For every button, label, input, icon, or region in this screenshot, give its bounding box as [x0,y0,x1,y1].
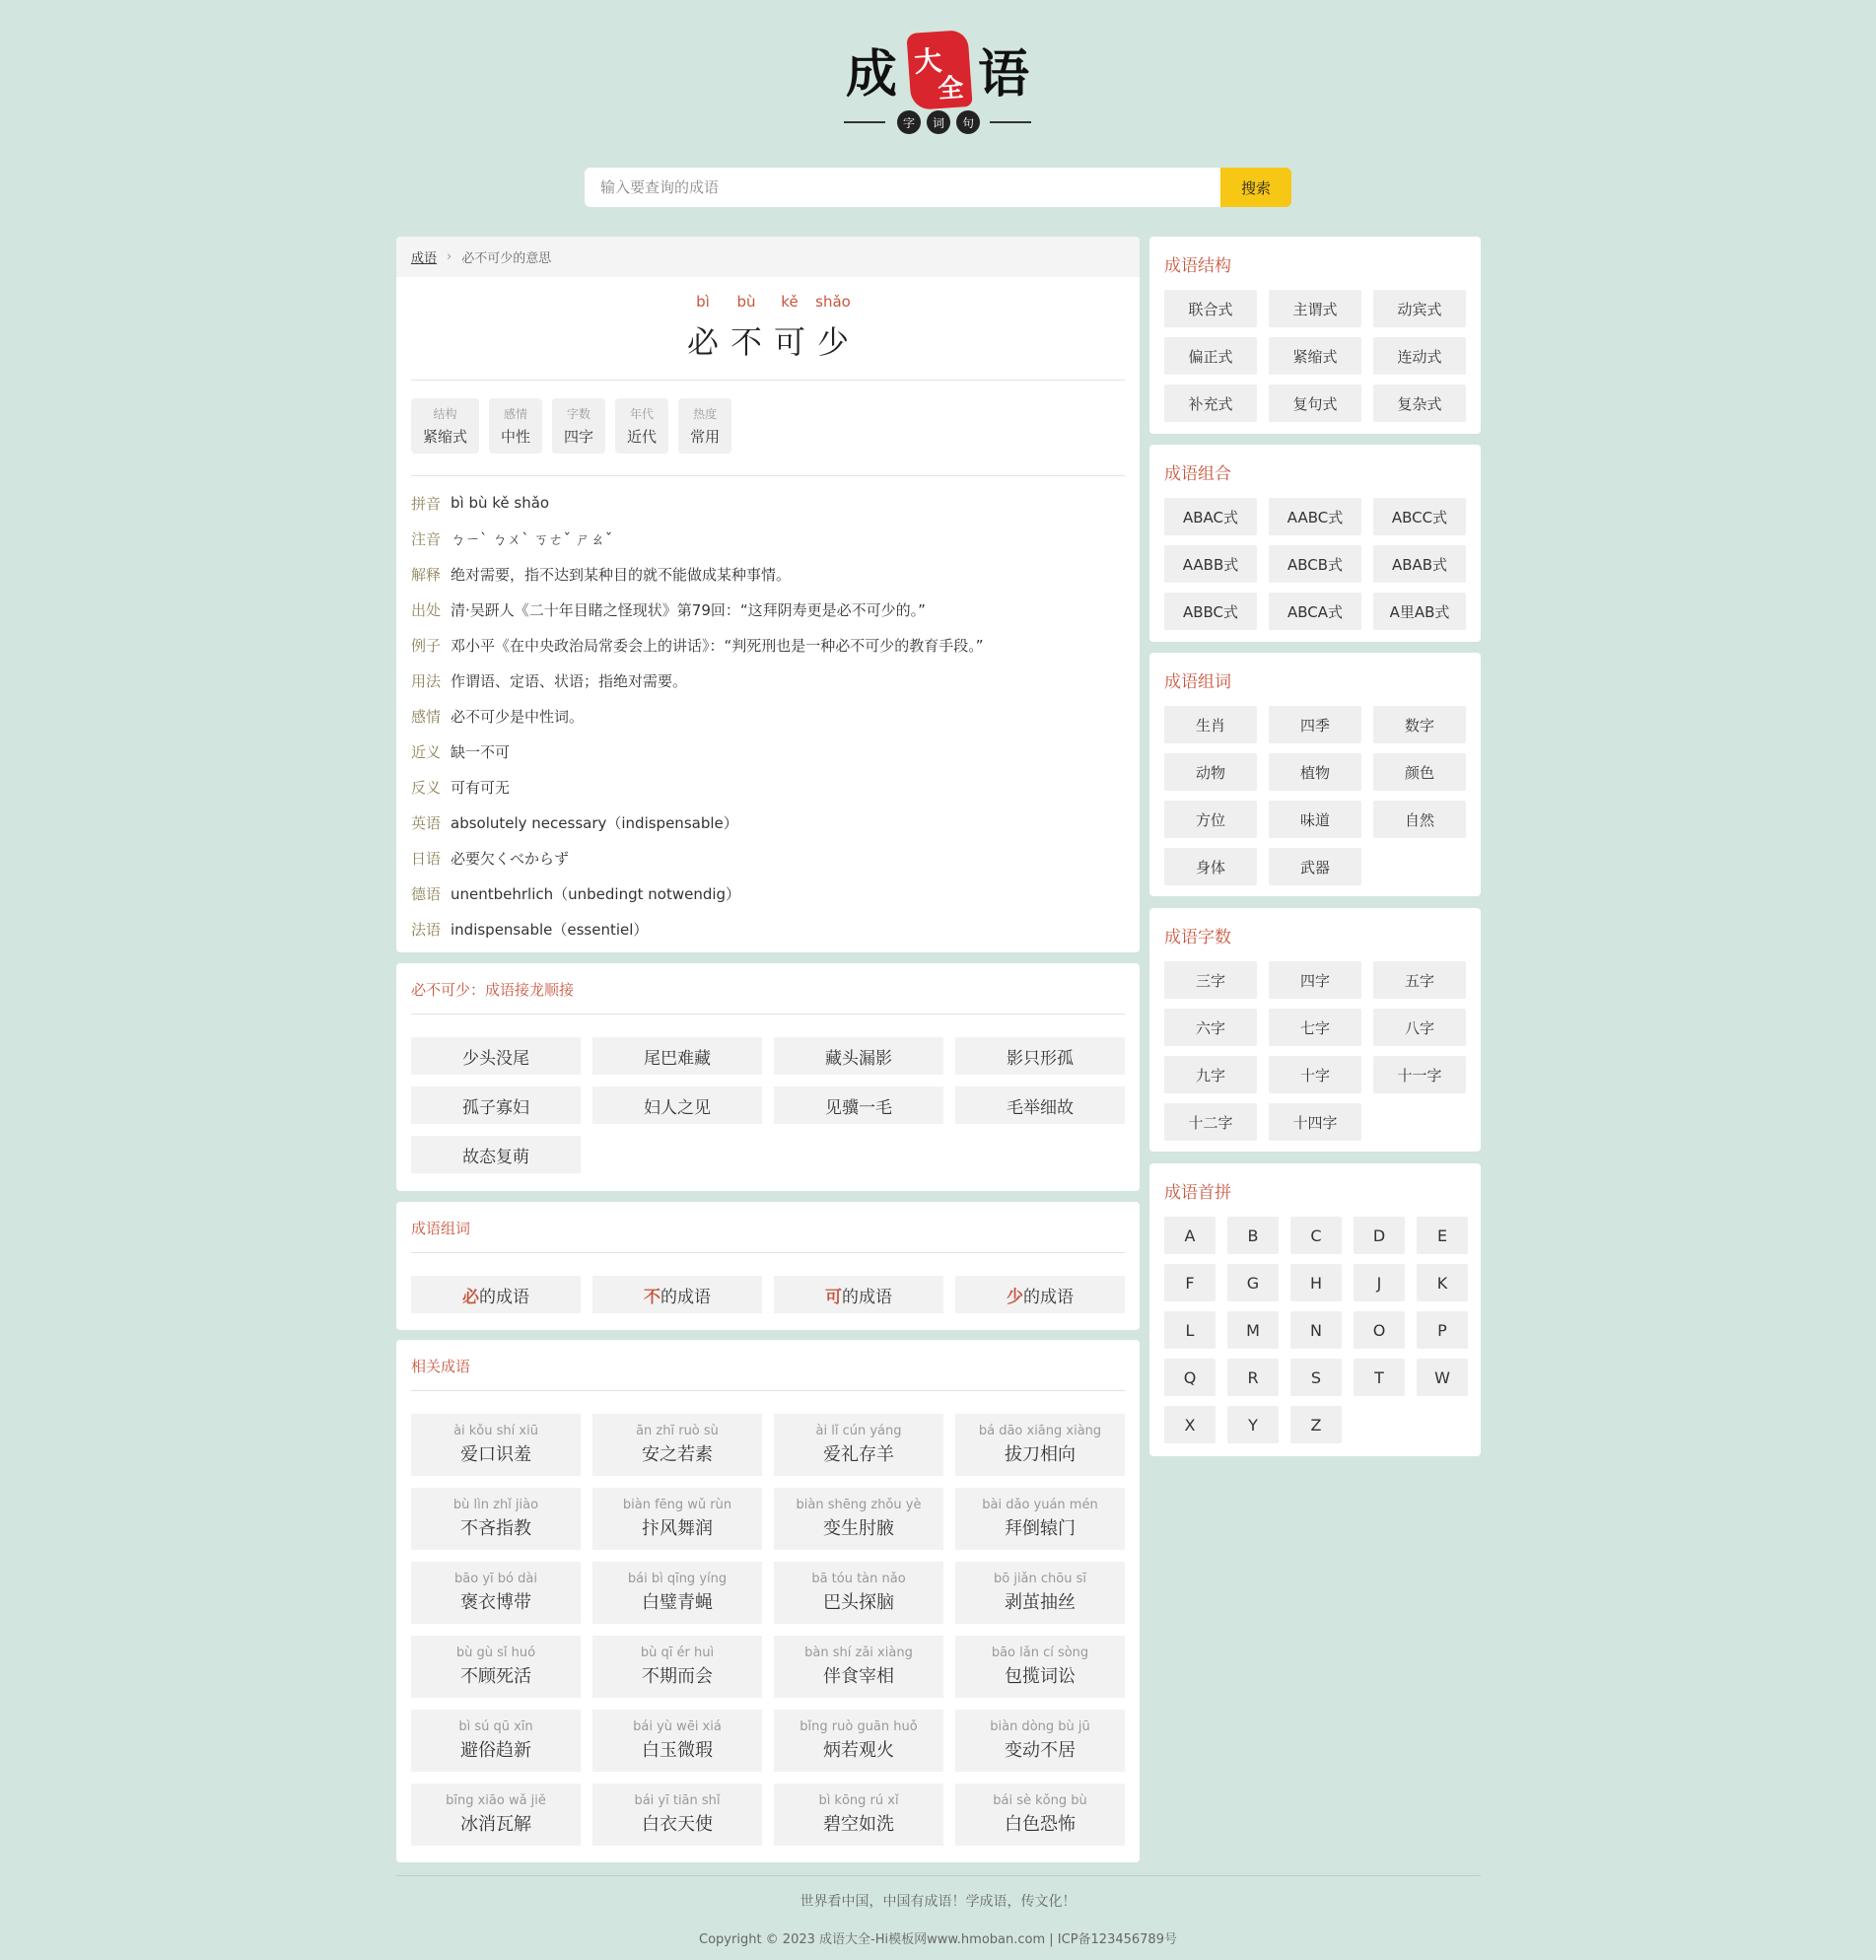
word-group-link[interactable]: 味道 [1269,801,1361,838]
idiom-link[interactable]: 妇人之见 [592,1086,762,1124]
info-value: 清·吴趼人《二十年目睹之怪现状》第79回：“这拜阴寿更是必不可少的。” [451,600,926,619]
related-idiom-link[interactable] [955,1710,1125,1772]
info-row-japanese [411,840,1125,875]
initial-letter-link[interactable]: H [1290,1264,1342,1301]
info-value: 邓小平《在中央政治局常委会上的讲话》：“判死刑也是一种必不可少的教育手段。” [451,636,984,655]
related-idiom-link[interactable] [411,1488,581,1550]
sidebar-title: 成语结构 [1164,256,1231,276]
logo-char-1: 成 [846,44,898,105]
char-count-link[interactable]: 六字 [1164,1009,1257,1046]
logo-seal-char-2: 全 [937,73,965,105]
tag-key: 结构 [433,407,457,421]
info-value: 绝对需要，指不达到某种目的就不能做成某种事情。 [451,565,792,584]
info-row-pinyin [411,485,1125,521]
info-label: 日语 [411,849,442,868]
logo-sub-char: 字 [897,110,921,134]
divider [411,380,1125,381]
related-idiom-pinyin: biàn fēng wǔ rùn [622,1498,732,1512]
sidebar-title: 成语字数 [1164,928,1231,947]
info-value: absolutely necessary（indispensable） [451,813,738,832]
info-value[interactable]: 可有可无 [451,778,511,797]
info-row-synonym [411,734,1125,769]
related-idiom-link[interactable] [955,1414,1125,1476]
initial-letter-link[interactable]: X [1164,1406,1216,1443]
info-label: 法语 [411,920,442,939]
word-group-link[interactable]: 身体 [1164,848,1257,885]
combo-link[interactable]: ABBC式 [1164,593,1257,630]
structure-link[interactable]: 复杂式 [1373,385,1466,422]
info-value[interactable]: 缺一不可 [451,742,511,761]
idiom-link[interactable]: 影只形孤 [955,1037,1125,1075]
related-idiom-link[interactable] [955,1488,1125,1550]
related-idiom-word: 巴头探脑 [823,1592,894,1613]
related-idiom-link[interactable] [774,1414,943,1476]
related-idiom-link[interactable] [955,1784,1125,1846]
related-idiom-word: 不顾死活 [460,1666,531,1687]
char-idioms-link[interactable] [411,1276,581,1313]
footer-copyright: Copyright © 2023 成语大全-Hi模板网www.hmoban.com | ICP备123456789号 [699,1932,1177,1947]
info-row-english [411,805,1125,840]
info-value: bì bù kě shǎo [451,494,550,512]
initial-letter-link[interactable]: R [1227,1359,1279,1396]
initial-letter-link[interactable]: A [1164,1217,1216,1254]
related-idiom-link[interactable] [774,1784,943,1846]
info-row-example [411,627,1125,663]
idiom-link[interactable]: 孤子寡妇 [411,1086,581,1124]
char-count-link[interactable]: 七字 [1269,1009,1361,1046]
related-idiom-word: 变生肘腋 [823,1518,894,1539]
tag-era [615,398,668,454]
related-idiom-pinyin: ài kǒu shí xiū [453,1424,538,1438]
structure-link[interactable]: 紧缩式 [1269,337,1361,375]
related-idiom-link[interactable] [592,1784,762,1846]
info-label: 德语 [411,884,442,903]
info-label: 用法 [411,671,442,690]
idiom-char: 不 [730,323,762,361]
word-group-link[interactable]: 颜色 [1373,753,1466,791]
initial-letter-link[interactable]: M [1227,1311,1279,1349]
section-title: 必不可少：成语接龙顺接 [411,981,575,999]
sidebar-structure-card [1149,237,1481,434]
related-idiom-link[interactable] [955,1562,1125,1624]
combo-link[interactable]: A里AB式 [1373,593,1466,630]
related-idiom-pinyin: bù qī ér huì [640,1645,715,1660]
related-idiom-word: 伴食宰相 [823,1666,894,1687]
tag-value: 四字 [564,428,594,446]
related-idiom-word: 不期而会 [642,1666,713,1687]
footer-slogan: 世界看中国，中国有成语！学成语，传文化！ [799,1894,1077,1910]
info-label: 例子 [411,636,442,655]
link-text: 的成语 [660,1287,711,1307]
pinyin-syllable: kě [781,293,799,311]
char-count-link[interactable]: 四字 [1269,961,1361,999]
initial-letter-link[interactable]: W [1417,1359,1468,1396]
initial-letter-link[interactable]: K [1417,1264,1468,1301]
breadcrumb-home-link[interactable]: 成语 [411,251,438,266]
logo-sub-char: 句 [956,110,980,134]
related-idiom-pinyin: ān zhī ruò sù [636,1424,719,1438]
footer-divider [396,1875,1481,1876]
related-idiom-pinyin: bái yī tiān shǐ [634,1793,721,1808]
related-idiom-pinyin: biàn shēng zhǒu yè [796,1498,922,1512]
sidebar-words-card [1149,653,1481,896]
related-idiom-link[interactable] [592,1414,762,1476]
tag-key: 热度 [693,407,718,421]
idiom-link[interactable]: 尾巴难藏 [592,1037,762,1075]
initial-letter-link[interactable]: B [1227,1217,1279,1254]
char-count-link[interactable]: 八字 [1373,1009,1466,1046]
idiom-char: 必 [686,323,719,361]
related-idiom-word: 冰消瓦解 [460,1814,531,1835]
initial-letter-link[interactable]: L [1164,1311,1216,1349]
idiom-link[interactable]: 少头没尾 [411,1037,581,1075]
related-idiom-pinyin: bǐng ruò guān huǒ [799,1719,918,1734]
char-idioms-card [396,1202,1140,1330]
pinyin-syllable: bù [736,293,756,311]
tag-value: 近代 [627,428,658,446]
divider [411,475,1125,476]
related-idiom-word: 抃风舞润 [642,1518,713,1539]
info-row-source [411,592,1125,627]
tag-key: 字数 [567,407,591,421]
related-idiom-link[interactable] [955,1636,1125,1698]
related-idiom-link[interactable] [411,1636,581,1698]
related-idiom-pinyin: bàn shí zǎi xiàng [804,1645,913,1660]
structure-link[interactable]: 连动式 [1373,337,1466,375]
structure-link[interactable]: 偏正式 [1164,337,1257,375]
related-idiom-word: 褒衣博带 [460,1592,531,1613]
char-idioms-link[interactable] [955,1276,1125,1313]
info-row-antonym [411,769,1125,805]
combo-link[interactable]: ABCB式 [1269,545,1361,583]
logo-sub-char: 词 [927,110,950,134]
initial-letter-grid [1164,1217,1468,1443]
related-idiom-link[interactable] [411,1784,581,1846]
breadcrumb-separator-icon: › [447,249,452,264]
info-label: 感情 [411,707,442,726]
info-label: 拼音 [411,494,442,513]
info-label: 反义 [411,778,442,797]
related-idiom-pinyin: ài lǐ cún yáng [815,1424,902,1438]
logo-char-2: 语 [978,44,1030,105]
structure-link[interactable]: 联合式 [1164,290,1257,327]
related-idiom-word: 碧空如洗 [823,1814,894,1835]
initial-letter-link[interactable]: Y [1227,1406,1279,1443]
highlight-char: 少 [1007,1287,1023,1307]
sidebar-title: 成语首拼 [1164,1183,1231,1203]
idiom-info-list [411,485,1125,946]
tag-structure [411,398,479,454]
tag-length [552,398,605,454]
logo-subtitle [897,110,980,134]
related-idioms-grid [411,1414,1125,1857]
related-idiom-word: 白璧青蝇 [642,1592,713,1613]
combo-link[interactable]: ABCC式 [1373,498,1466,535]
search-bar [585,168,1291,207]
initial-letter-link[interactable]: T [1354,1359,1405,1396]
info-value: 作谓语、定语、状语；指绝对需要。 [451,671,688,690]
related-idiom-pinyin: biàn dòng bù jū [990,1719,1090,1734]
info-label: 注音 [411,529,442,548]
idiom-chain-card [396,963,1140,1191]
related-idiom-pinyin: bāo yī bó dài [454,1572,537,1586]
sidebar-initial-card [1149,1163,1481,1456]
breadcrumb-current: 必不可少的意思 [461,251,552,266]
initial-letter-link[interactable]: S [1290,1359,1342,1396]
info-value: 必不可少是中性词。 [451,707,585,726]
info-value: ㄅㄧˋ ㄅㄨˋ ㄎㄜˇ ㄕㄠˇ [451,529,613,548]
related-idiom-link[interactable] [411,1414,581,1476]
char-count-link[interactable]: 十二字 [1164,1103,1257,1141]
related-idiom-link[interactable] [411,1562,581,1624]
divider [411,1014,1125,1015]
word-group-grid [1164,706,1466,885]
related-idiom-pinyin: bá dāo xiāng xiàng [978,1424,1102,1438]
pinyin-syllable: bì [696,293,710,311]
combo-link[interactable]: ABAB式 [1373,545,1466,583]
char-count-link[interactable]: 十字 [1269,1056,1361,1093]
divider [411,1252,1125,1253]
initial-letter-link[interactable]: P [1417,1311,1468,1349]
logo-seal [906,30,972,110]
related-idiom-link[interactable] [774,1710,943,1772]
related-idiom-link[interactable] [774,1636,943,1698]
related-idiom-pinyin: bái bì qīng yíng [627,1572,728,1586]
related-idiom-word: 白衣天使 [642,1814,713,1835]
related-idiom-word: 变动不居 [1005,1740,1076,1761]
word-group-link[interactable]: 数字 [1373,706,1466,743]
related-idiom-pinyin: bì kōng rú xǐ [818,1793,899,1808]
initial-letter-link[interactable]: D [1354,1217,1405,1254]
combo-grid [1164,498,1466,630]
tag-emotion [489,398,542,454]
char-count-grid [1164,961,1466,1141]
combo-link[interactable]: AABC式 [1269,498,1361,535]
related-idiom-word: 剥茧抽丝 [1005,1592,1076,1613]
related-idiom-pinyin: bái yù wēi xiá [633,1719,722,1734]
info-label: 解释 [411,565,442,584]
related-idiom-word: 白色恐怖 [1005,1814,1076,1835]
char-idioms-link[interactable] [592,1276,762,1313]
initial-letter-link[interactable]: E [1417,1217,1468,1254]
highlight-char: 必 [462,1287,479,1307]
info-row-usage [411,663,1125,698]
related-idiom-word: 避俗趋新 [460,1740,531,1761]
word-group-link[interactable]: 动物 [1164,753,1257,791]
char-idioms-link[interactable] [774,1276,943,1313]
idiom-link[interactable]: 见骥一毛 [774,1086,943,1124]
related-idiom-pinyin: bō jiǎn chōu sī [994,1572,1086,1586]
idiom-detail-card [396,237,1140,952]
link-text: 的成语 [1023,1287,1074,1307]
idiom-char: 可 [773,323,805,361]
related-idiom-link[interactable] [592,1710,762,1772]
structure-link[interactable]: 复句式 [1269,385,1361,422]
related-idiom-pinyin: bīng xiāo wǎ jiě [446,1793,546,1808]
tag-key: 感情 [504,407,528,421]
related-idiom-word: 拜倒辕门 [1005,1518,1076,1539]
related-idiom-link[interactable] [592,1562,762,1624]
related-idiom-word: 爱礼存羊 [823,1444,894,1465]
word-group-link[interactable]: 自然 [1373,801,1466,838]
info-row-meaning [411,556,1125,592]
search-input[interactable] [585,168,1220,207]
related-idiom-pinyin: bā tóu tàn nǎo [811,1572,906,1586]
info-value: 必要欠くべからず [451,849,570,868]
info-value: indispensable（essentiel） [451,920,649,939]
char-count-link[interactable]: 十四字 [1269,1103,1361,1141]
word-group-link[interactable]: 植物 [1269,753,1361,791]
word-group-link[interactable]: 武器 [1269,848,1361,885]
sidebar-count-card [1149,908,1481,1152]
char-count-link[interactable]: 九字 [1164,1056,1257,1093]
idiom-tags [411,398,731,454]
combo-link[interactable]: ABAC式 [1164,498,1257,535]
char-idioms-grid [411,1276,1125,1313]
char-count-link[interactable]: 三字 [1164,961,1257,999]
initial-letter-link[interactable]: C [1290,1217,1342,1254]
related-idiom-pinyin: bù gù sǐ huó [455,1645,536,1660]
highlight-char: 不 [644,1287,660,1307]
idiom-pinyin [396,293,1140,311]
info-row-french [411,911,1125,946]
word-group-link[interactable]: 方位 [1164,801,1257,838]
initial-letter-link[interactable]: O [1354,1311,1405,1349]
related-idiom-word: 白玉微瑕 [642,1740,713,1761]
site-logo[interactable] [844,28,1033,136]
related-idiom-link[interactable] [774,1562,943,1624]
word-group-link[interactable]: 四季 [1269,706,1361,743]
initial-letter-link[interactable]: Z [1290,1406,1342,1443]
char-count-link[interactable]: 五字 [1373,961,1466,999]
idiom-title [396,317,1140,363]
logo-line-left [844,121,885,123]
structure-link[interactable]: 补充式 [1164,385,1257,422]
info-row-emotion [411,698,1125,734]
related-idiom-pinyin: bù lìn zhǐ jiào [452,1498,539,1512]
initial-letter-link[interactable]: N [1290,1311,1342,1349]
related-idiom-pinyin: bài dǎo yuán mén [982,1498,1098,1512]
link-text: 的成语 [479,1287,529,1307]
word-group-link[interactable]: 生肖 [1164,706,1257,743]
related-idiom-link[interactable] [774,1488,943,1550]
tag-popularity [678,398,731,454]
info-label: 出处 [411,600,442,619]
link-text: 的成语 [842,1287,892,1307]
structure-link[interactable]: 主谓式 [1269,290,1361,327]
combo-link[interactable]: AABB式 [1164,545,1257,583]
section-title: 相关成语 [411,1358,471,1375]
related-idiom-word: 拔刀相向 [1005,1444,1076,1465]
related-idioms-card [396,1340,1140,1862]
related-idiom-link[interactable] [411,1710,581,1772]
related-idiom-pinyin: bái sè kǒng bù [993,1793,1087,1808]
idiom-chain-grid [411,1037,1125,1185]
related-idiom-word: 不吝指教 [460,1518,531,1539]
sidebar-title: 成语组合 [1164,464,1231,484]
info-row-german [411,875,1125,911]
info-label: 近义 [411,742,442,761]
sidebar-title: 成语组词 [1164,672,1231,692]
structure-grid [1164,290,1466,422]
related-idiom-word: 炳若观火 [823,1740,894,1761]
related-idiom-word: 爱口识羞 [460,1444,531,1465]
related-idiom-word: 包揽词讼 [1005,1666,1076,1687]
related-idiom-word: 安之若素 [642,1444,713,1465]
combo-link[interactable]: ABCA式 [1269,593,1361,630]
structure-link[interactable]: 动宾式 [1373,290,1466,327]
logo-line-right [990,121,1031,123]
divider [411,1390,1125,1391]
initial-letter-link[interactable]: F [1164,1264,1216,1301]
pinyin-syllable: shǎo [815,293,851,311]
related-idiom-link[interactable] [592,1488,762,1550]
search-button[interactable]: 搜索 [1220,168,1291,207]
related-idiom-link[interactable] [592,1636,762,1698]
logo-seal-char-1: 大 [913,43,943,79]
related-idiom-pinyin: bì sú qū xīn [458,1719,533,1734]
breadcrumb [396,237,1140,277]
info-value: unentbehrlich（unbedingt notwendig） [451,884,741,903]
idiom-link[interactable]: 故态复萌 [411,1136,581,1173]
tag-value: 紧缩式 [423,428,468,446]
section-title: 成语组词 [411,1220,471,1237]
char-count-link[interactable]: 十一字 [1373,1056,1466,1093]
initial-letter-link[interactable]: Q [1164,1359,1216,1396]
idiom-link[interactable]: 藏头漏影 [774,1037,943,1075]
related-idiom-pinyin: bāo lǎn cí sòng [991,1645,1089,1660]
tag-key: 年代 [630,407,655,421]
tag-value: 常用 [690,428,721,446]
idiom-link[interactable]: 毛举细故 [955,1086,1125,1124]
idiom-char: 少 [816,323,849,361]
sidebar-combo-card [1149,445,1481,642]
highlight-char: 可 [825,1287,842,1307]
initial-letter-link[interactable]: G [1227,1264,1279,1301]
tag-value: 中性 [501,428,531,446]
info-label: 英语 [411,813,442,832]
initial-letter-link[interactable]: J [1354,1264,1405,1301]
info-row-zhuyin [411,521,1125,556]
